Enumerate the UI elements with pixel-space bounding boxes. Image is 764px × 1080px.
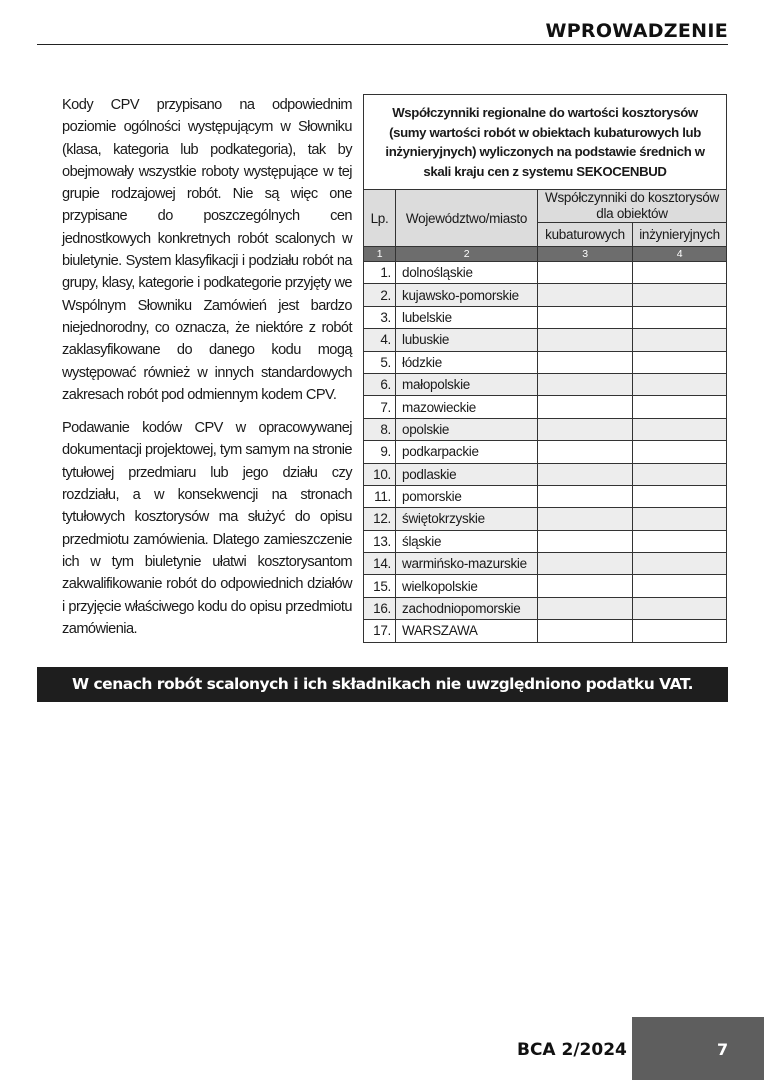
body-text [62, 94, 352, 651]
row-coef-inzynieryjnych [633, 530, 727, 552]
page-number: 7 [717, 1040, 729, 1059]
col-header-coefficients: Współczynniki do kosztorysów dla obiektów [538, 190, 727, 223]
row-coef-kubaturowych [538, 553, 633, 575]
row-lp: 6. [364, 373, 396, 395]
table-row [364, 441, 727, 463]
row-lp: 3. [364, 306, 396, 328]
page-number-box [632, 1017, 764, 1080]
row-lp: 17. [364, 620, 396, 642]
table-row [364, 463, 727, 485]
row-coef-inzynieryjnych [633, 508, 727, 530]
table-row [364, 575, 727, 597]
row-lp: 15. [364, 575, 396, 597]
table-row [364, 553, 727, 575]
row-coef-inzynieryjnych [633, 373, 727, 395]
row-region: lubuskie [396, 329, 538, 351]
row-coef-inzynieryjnych [633, 351, 727, 373]
row-coef-inzynieryjnych [633, 418, 727, 440]
header-divider [37, 44, 728, 45]
table-title: Współczynniki regionalne do wartości kosztorysów (sumy wartości robót w obiektach kubaturowych lub inżynieryjnych) wyliczonych na podstawie średnich w skali kraju cen z systemu SEKOCENBUD [364, 95, 727, 190]
col-number: 1 [364, 247, 396, 262]
row-coef-kubaturowych [538, 418, 633, 440]
row-region: śląskie [396, 530, 538, 552]
row-region: podlaskie [396, 463, 538, 485]
col-header-inzynieryjnych: inżynieryjnych [633, 223, 727, 247]
row-lp: 2. [364, 284, 396, 306]
table-row [364, 262, 727, 284]
row-coef-inzynieryjnych [633, 575, 727, 597]
row-coef-kubaturowych [538, 396, 633, 418]
table-row [364, 418, 727, 440]
table-row [364, 597, 727, 619]
col-header-lp: Lp. [364, 190, 396, 247]
row-coef-inzynieryjnych [633, 306, 727, 328]
table-row [364, 284, 727, 306]
table-row [364, 396, 727, 418]
row-coef-kubaturowych [538, 508, 633, 530]
section-title: WPROWADZENIE [545, 20, 728, 42]
row-lp: 9. [364, 441, 396, 463]
row-lp: 13. [364, 530, 396, 552]
row-coef-inzynieryjnych [633, 597, 727, 619]
row-region: opolskie [396, 418, 538, 440]
row-coef-kubaturowych [538, 485, 633, 507]
row-coef-inzynieryjnych [633, 441, 727, 463]
paragraph: Kody CPV przypisano na odpowiednim poziomie ogólności występującym w Słowniku (klasa, kategoria lub podkategoria), tak by obejmowały wszystkie roboty występujące w tej grupie rodzajowej robót. Nie są więc one przypisane do poszczególnych cen jednostkowych konkretnych robót scalonych w biuletynie. System klasyfikacji i podziału robót na grupy, klasy, kategorie i podkategorie przyjęty we Wspólnym Słowniku Zamówień jest bardzo niejednorodny, co oznacza, że niektóre z robót zaklasyfikowane do danego kodu mogą występować również w innych standardowych zakresach robót pod odmiennym kodem CPV. [62, 97, 352, 403]
row-coef-kubaturowych [538, 463, 633, 485]
row-coef-inzynieryjnych [633, 396, 727, 418]
row-region: świętokrzyskie [396, 508, 538, 530]
table-row [364, 306, 727, 328]
row-region: kujawsko-pomorskie [396, 284, 538, 306]
col-header-region: Województwo/miasto [396, 190, 538, 247]
row-coef-inzynieryjnych [633, 485, 727, 507]
regional-coefficients-table [363, 94, 727, 643]
row-region: mazowieckie [396, 396, 538, 418]
row-coef-inzynieryjnych [633, 553, 727, 575]
row-lp: 8. [364, 418, 396, 440]
row-lp: 12. [364, 508, 396, 530]
row-coef-kubaturowych [538, 373, 633, 395]
col-number: 3 [538, 247, 633, 262]
row-coef-kubaturowych [538, 597, 633, 619]
row-region: WARSZAWA [396, 620, 538, 642]
table-row [364, 351, 727, 373]
row-coef-kubaturowych [538, 620, 633, 642]
row-coef-inzynieryjnych [633, 262, 727, 284]
row-region: podkarpackie [396, 441, 538, 463]
col-number: 4 [633, 247, 727, 262]
row-region: warmińsko-mazurskie [396, 553, 538, 575]
row-coef-kubaturowych [538, 351, 633, 373]
row-coef-inzynieryjnych [633, 284, 727, 306]
row-lp: 11. [364, 485, 396, 507]
row-lp: 4. [364, 329, 396, 351]
row-coef-kubaturowych [538, 441, 633, 463]
table-row [364, 329, 727, 351]
row-region: łódzkie [396, 351, 538, 373]
col-number: 2 [396, 247, 538, 262]
row-coef-kubaturowych [538, 329, 633, 351]
col-header-kubaturowych: kubaturowych [538, 223, 633, 247]
vat-note-bar: W cenach robót scalonych i ich składnikach nie uwzględniono podatku VAT. [37, 667, 728, 702]
issue-label: BCA 2/2024 [517, 1040, 627, 1060]
table-row [364, 508, 727, 530]
table-row [364, 485, 727, 507]
row-region: zachodniopomorskie [396, 597, 538, 619]
paragraph: Podawanie kodów CPV w opracowywanej dokumentacji projektowej, tym samym na stronie tytułowej przedmiaru lub jego działu czy rozdziału, a w konsekwencji na stronach tytułowych kosztorysów ma służyć do opisu przedmiotu zamówienia. Dlatego zamieszczenie ich w tym biuletynie ułatwi kosztorysantom zakwalifikowanie robót do odpowiednich działów i przyjęcie właściwego kodu do opisu przedmiotu zamówienia. [62, 420, 352, 637]
table-row [364, 373, 727, 395]
row-region: lubelskie [396, 306, 538, 328]
row-region: pomorskie [396, 485, 538, 507]
row-lp: 10. [364, 463, 396, 485]
row-coef-kubaturowych [538, 306, 633, 328]
row-coef-inzynieryjnych [633, 329, 727, 351]
row-region: dolnośląskie [396, 262, 538, 284]
row-region: wielkopolskie [396, 575, 538, 597]
row-region: małopolskie [396, 373, 538, 395]
row-coef-inzynieryjnych [633, 463, 727, 485]
row-coef-kubaturowych [538, 575, 633, 597]
row-coef-kubaturowych [538, 530, 633, 552]
table-row [364, 620, 727, 642]
row-coef-inzynieryjnych [633, 620, 727, 642]
row-coef-kubaturowych [538, 284, 633, 306]
row-lp: 7. [364, 396, 396, 418]
row-lp: 1. [364, 262, 396, 284]
row-lp: 14. [364, 553, 396, 575]
table-row [364, 530, 727, 552]
row-lp: 16. [364, 597, 396, 619]
row-lp: 5. [364, 351, 396, 373]
row-coef-kubaturowych [538, 262, 633, 284]
